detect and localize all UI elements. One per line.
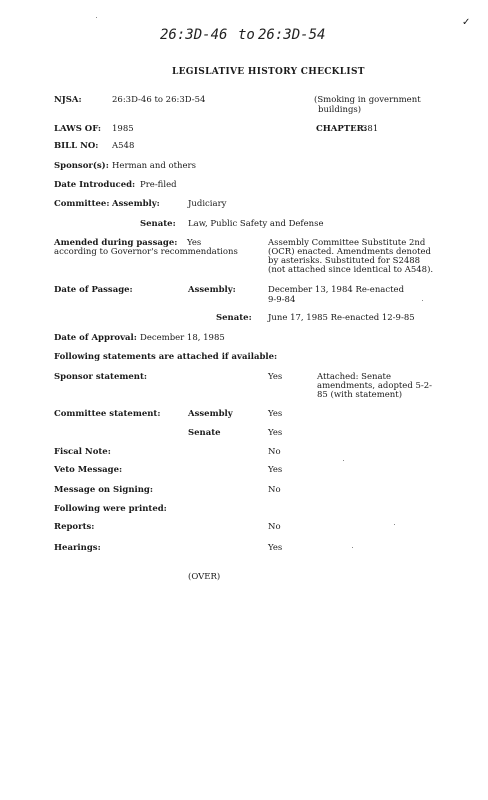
document-title: LEGISLATIVE HISTORY CHECKLIST [172,67,365,77]
passage-assembly-line-1: December 13, 1984 Re-enacted [268,285,405,295]
fiscal-note-label: Fiscal Note: [54,447,111,457]
hearings-value: Yes [268,543,283,553]
scan-speck [422,300,423,301]
message-on-signing-value: No [268,485,281,495]
committee-senate-label: Senate: [140,219,176,229]
committee-assembly-value: Judiciary [188,199,227,209]
check-mark-icon: ✓ [462,17,471,28]
scan-speck [352,547,353,548]
amended-value: Yes [187,238,202,248]
sponsor-statement-value: Yes [268,372,283,382]
bill-no-label: BILL NO: [54,141,99,151]
over-footer: (OVER) [188,572,221,582]
scan-speck [343,460,344,461]
fiscal-note-value: No [268,447,281,457]
chapter-value: 381 [362,124,379,134]
njsa-label: NJSA: [54,95,82,105]
committee-statement-assembly-label: Assembly [188,409,233,419]
sponsor-statement-note-line-2: amendments, adopted 5-2- [317,381,433,391]
date-introduced-label: Date Introduced: [54,180,136,190]
reports-label: Reports: [54,522,95,532]
committee-statement-assembly-value: Yes [268,409,283,419]
amended-note-line-3: by asterisks. Substituted for S2488 [268,256,421,266]
sponsor-statement-label: Sponsor statement: [54,372,148,382]
sponsor-statement-note-line-1: Attached: Senate [317,372,392,382]
date-introduced-value: Pre-filed [140,180,177,190]
laws-of-value: 1985 [112,124,134,134]
njsa-value: 26:3D-46 to 26:3D-54 [112,95,206,105]
scan-speck [96,17,97,18]
laws-of-label: LAWS OF: [54,124,102,134]
amended-note-line-4: (not attached since identical to A548). [268,265,434,275]
passage-label: Date of Passage: [54,285,133,295]
sponsor-statement-note-line-3: 85 (with statement) [317,390,403,400]
committee-label: Committee: [54,199,110,209]
message-on-signing-label: Message on Signing: [54,485,153,495]
njsa-note-line-1: (Smoking in government [314,95,421,105]
reports-value: No [268,522,281,532]
veto-message-label: Veto Message: [54,465,123,475]
passage-assembly-line-2: 9-9-84 [268,295,296,305]
sponsors-value: Herman and others [112,161,196,171]
amended-note-line-2: (OCR) enacted. Amendments denoted [268,247,431,257]
chapter-label: CHAPTER: [316,124,367,134]
scan-speck [394,524,395,525]
passage-assembly-label: Assembly: [188,285,236,295]
committee-assembly-label: Assembly: [112,199,160,209]
handwritten-citation-start: 26:3D-46 [160,27,228,43]
sponsors-label: Sponsor(s): [54,161,109,171]
passage-senate-label: Senate: [216,313,252,323]
committee-statement-senate-label: Senate [188,428,221,438]
handwritten-to: to [238,27,255,43]
veto-message-value: Yes [268,465,283,475]
njsa-note-line-2: buildings) [318,105,362,115]
bill-no-value: A548 [112,141,135,151]
following-printed-heading: Following were printed: [54,504,167,514]
committee-senate-value: Law, Public Safety and Defense [188,219,324,229]
amended-label: Amended during passage: [54,238,178,248]
amended-subtext: according to Governor's recommendations [54,247,238,257]
following-attached-heading: Following statements are attached if available: [54,352,278,362]
amended-note-line-1: Assembly Committee Substitute 2nd [268,238,426,248]
approval-label: Date of Approval: [54,333,137,343]
committee-statement-label: Committee statement: [54,409,161,419]
committee-statement-senate-value: Yes [268,428,283,438]
hearings-label: Hearings: [54,543,101,553]
passage-senate-value: June 17, 1985 Re-enacted 12-9-85 [268,313,415,323]
approval-value: December 18, 1985 [140,333,225,343]
handwritten-citation-end: 26:3D-54 [258,27,326,43]
